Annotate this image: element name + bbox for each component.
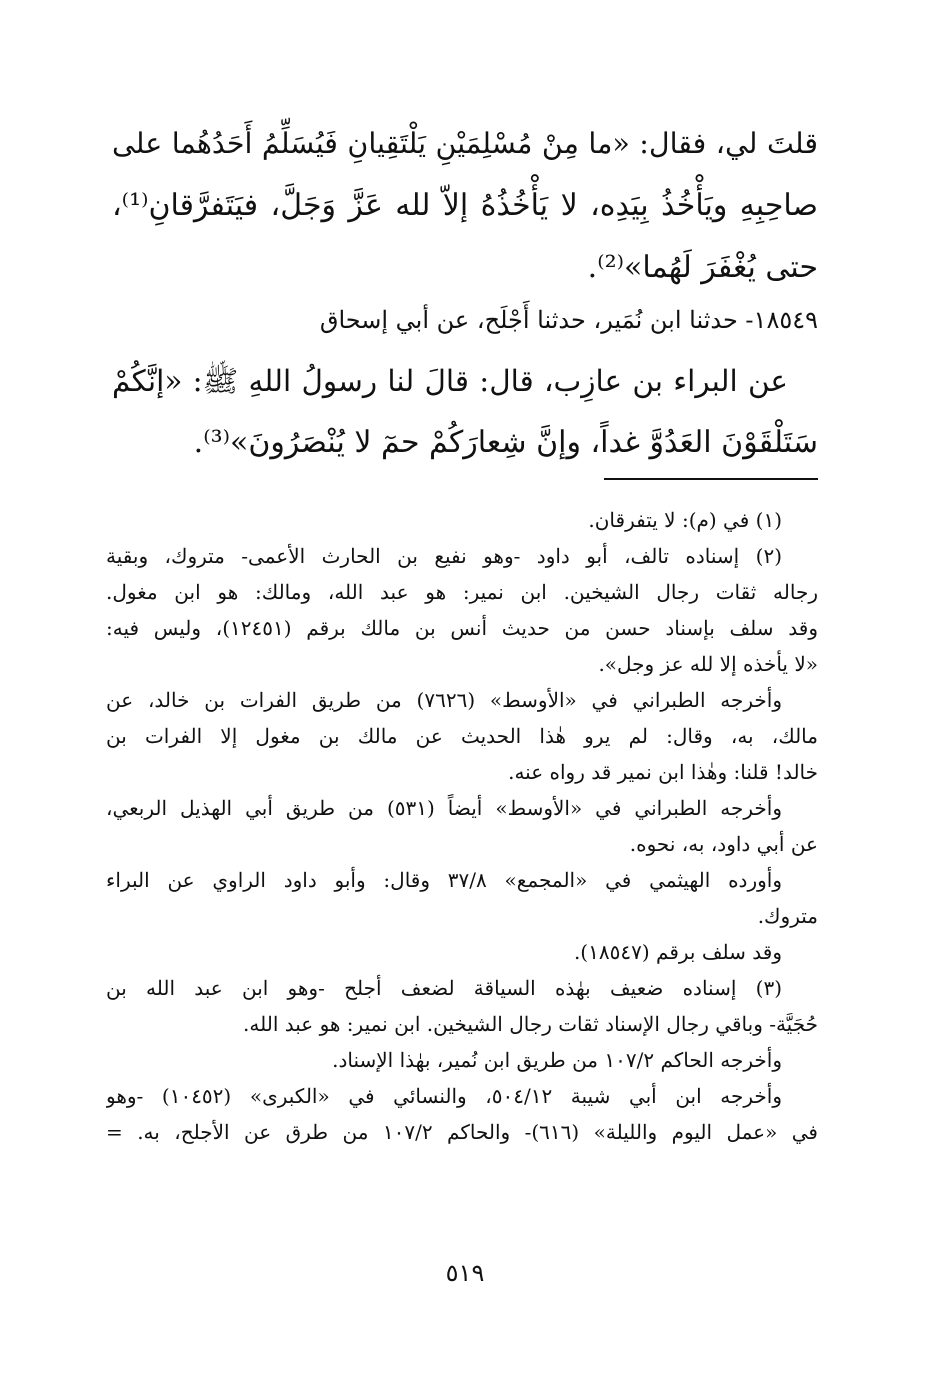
footnote-line: (٢) إسناده تالف، أبو داود -وهو نفيع بن الحارث الأعمى- متروك، وبقية — [106, 544, 782, 568]
footnote-line: (١) في (م): لا يتفرقان. — [588, 508, 782, 532]
footnote-line: (٣) إسناده ضعيف بهٰذه السياقة لضعف أجلح -وهو ابن عبد الله بن — [106, 976, 782, 1000]
hadith-line: سَتَلْقَوْنَ العَدُوَّ غداً، وإنَّ شِعارَكُمْ حمٓ لا يُنْصَرُونَ»⁽³⁾. — [193, 425, 818, 460]
footnote-line: وقد سلف برقم (١٨٥٤٧). — [573, 940, 782, 964]
footnote-line: خالد! قلنا: وهٰذا ابن نمير قد رواه عنه. — [508, 760, 818, 784]
footnote-line: حُجَيَّة- وباقي رجال الإسناد ثقات رجال الشيخين. ابن نمير: هو عبد الله. — [243, 1012, 818, 1036]
hadith-line: قلتَ لي، فقال: «ما مِنْ مُسْلِمَيْنِ يَلْتَقِيانِ فَيُسَلِّمُ أَحَدُهُما على — [112, 127, 818, 160]
footnote-line: وأورده الهيثمي في «المجمع» ٣٧/٨ وقال: وأبو داود الراوي عن البراء — [106, 868, 782, 892]
hadith-line: صاحِبِهِ ويَأْخُذُ بِيَدِه، لا يَأْخُذُهُ إلاّ لله عَزَّ وَجَلَّ، فيَتَفرَّقانِ⁽¹⁾، — [112, 188, 818, 223]
hadith-text-1 — [112, 113, 818, 299]
footnote-separator — [604, 478, 818, 480]
footnote-line: متروك. — [757, 904, 818, 928]
footnotes — [106, 502, 818, 1150]
hadith-line: عن البراء بن عازِب، قال: قالَ لنا رسولُ اللهِ ﷺ: «إنَّكُمْ — [112, 364, 788, 398]
hadith-isnad-heading: ١٨٥٤٩- حدثنا ابن نُمَير، حدثنا أَجْلَح، عن أبي إسحاق — [319, 306, 818, 334]
footnote-line: مالك، به، وقال: لم يرو هٰذا الحديث عن مالك بن مغول إلا الفرات بن — [106, 724, 818, 748]
footnote-line: عن أبي داود، به، نحوه. — [629, 832, 818, 856]
hadith-text-2 — [112, 350, 818, 474]
hadith-line: حتى يُغْفَرَ لَهُما»⁽²⁾. — [587, 250, 818, 285]
footnote-line: في «عمل اليوم والليلة» (٦١٦)- والحاكم ١٠٧/٢ من طرق عن الأجلح، به. = — [106, 1120, 818, 1144]
footnote-line: وأخرجه الحاكم ١٠٧/٢ من طريق ابن نُمير، بهٰذا الإسناد. — [332, 1048, 782, 1072]
page-number: ٥١٩ — [445, 1259, 485, 1287]
footnote-line: رجاله ثقات رجال الشيخين. ابن نمير: هو عبد الله، ومالك: هو ابن مغول. — [106, 580, 818, 604]
footnote-line: وقد سلف بإسناد حسن من حديث أنس بن مالك برقم (١٢٤٥١)، وليس فيه: — [106, 616, 818, 640]
footnote-line: وأخرجه الطبراني في «الأوسط» (٧٦٢٦) من طريق الفرات بن خالد، عن — [106, 688, 782, 712]
footnote-line: وأخرجه ابن أبي شيبة ٥٠٤/١٢، والنسائي في «الكبرى» (١٠٤٥٢) -وهو — [106, 1084, 782, 1108]
footnote-line: وأخرجه الطبراني في «الأوسط» أيضاً (٥٣١) من طريق أبي الهذيل الربعي، — [106, 796, 782, 820]
footnote-line: «لا يأخذه إلا لله عز وجل». — [598, 652, 818, 676]
